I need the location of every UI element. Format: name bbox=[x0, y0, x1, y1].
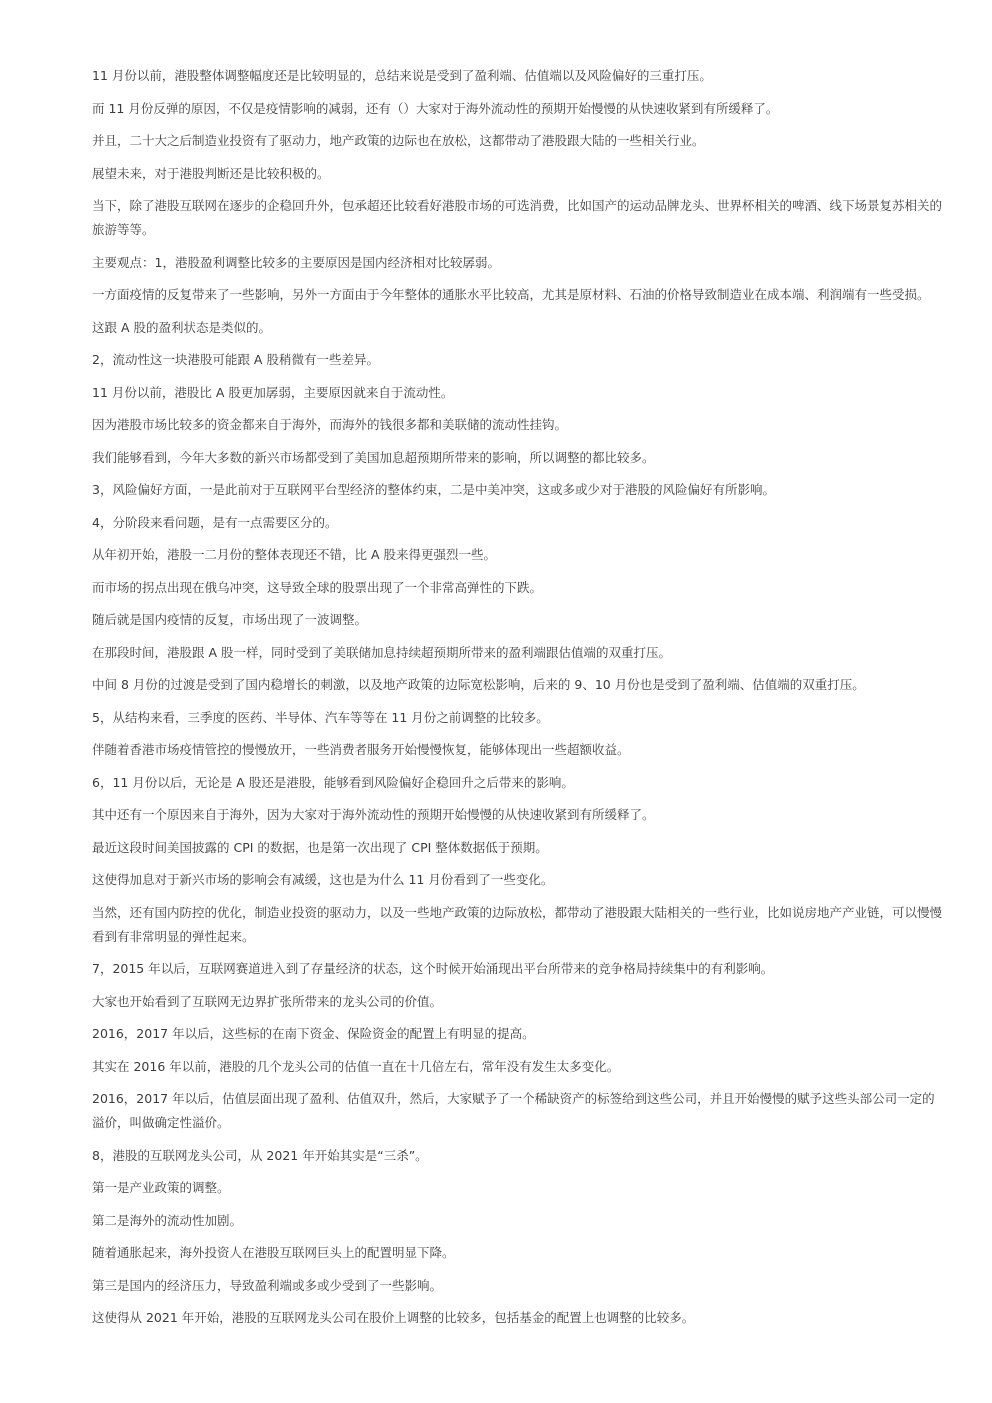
paragraph: 当然，还有国内防控的优化，制造业投资的驱动力，以及一些地产政策的边际放松，都带动了港股跟大陆相关的一些行业，比如说房地产产业链，可以慢慢看到有非常明显的弹性起来。 bbox=[92, 904, 943, 944]
paragraph: 并且，二十大之后制造业投资有了驱动力，地产政策的边际也在放松，这都带动了港股跟大陆的一些相关行业。 bbox=[92, 133, 705, 148]
paragraph: 这使得加息对于新兴市场的影响会有减缓，这也是为什么 11 月份看到了一些变化。 bbox=[92, 872, 554, 887]
paragraph: 2，流动性这一块港股可能跟 A 股稍微有一些差异。 bbox=[92, 352, 379, 367]
paragraph: 我们能够看到，今年大多数的新兴市场都受到了美国加息超预期所带来的影响，所以调整的都比较多。 bbox=[92, 449, 655, 465]
paragraph: 3，风险偏好方面，一是此前对于互联网平台型经济的整体约束，二是中美冲突，这或多或少对于港股的风险偏好有所影响。 bbox=[92, 482, 775, 497]
paragraph: 在那段时间，港股跟 A 股一样，同时受到了美联储加息持续超预期所带来的盈利端跟估值端的双重打压。 bbox=[92, 644, 671, 660]
paragraph: 其实在 2016 年以前，港股的几个龙头公司的估值一直在十几倍左右，常年没有发生太多变化。 bbox=[92, 1058, 620, 1074]
paragraph: 主要观点：1，港股盈利调整比较多的主要原因是国内经济相对比较孱弱。 bbox=[92, 254, 500, 270]
paragraph: 4，分阶段来看问题，是有一点需要区分的。 bbox=[92, 514, 338, 530]
paragraph: 其中还有一个原因来自于海外，因为大家对于海外流动性的预期开始慢慢的从快速收紧到有所缓释了。 bbox=[92, 807, 655, 822]
paragraph: 第一是产业政策的调整。 bbox=[92, 1180, 230, 1195]
paragraph: 随后就是国内疫情的反复，市场出现了一波调整。 bbox=[92, 612, 368, 627]
paragraph: 因为港股市场比较多的资金都来自于海外，而海外的钱很多都和美联储的流动性挂钩。 bbox=[92, 417, 568, 432]
paragraph: 8，港股的互联网龙头公司，从 2021 年开始其实是“三杀”。 bbox=[92, 1147, 428, 1163]
paragraph: 这跟 A 股的盈利状态是类似的。 bbox=[92, 319, 271, 335]
paragraph: 一方面疫情的反复带来了一些影响，另外一方面由于今年整体的通胀水平比较高，尤其是原材料、石油的价格导致制造业在成本端、利润端有一些受损。 bbox=[92, 287, 930, 302]
document-body bbox=[92, 64, 944, 1339]
paragraph: 第三是国内的经济压力，导致盈利端或多或少受到了一些影响。 bbox=[92, 1277, 443, 1293]
paragraph: 当下，除了港股互联网在逐步的企稳回升外，包承超还比较看好港股市场的可选消费，比如国产的运动品牌龙头、世界杯相关的啤酒、线下场景复苏相关的旅游等等。 bbox=[92, 198, 943, 237]
paragraph: 11 月份以前，港股比 A 股更加孱弱，主要原因就来自于流动性。 bbox=[92, 384, 454, 400]
paragraph: 从年初开始，港股一二月份的整体表现还不错，比 A 股来得更强烈一些。 bbox=[92, 547, 496, 562]
paragraph: 随着通胀起来，海外投资人在港股互联网巨头上的配置明显下降。 bbox=[92, 1245, 455, 1260]
paragraph: 2016，2017 年以后，估值层面出现了盈利、估值双升，然后，大家赋予了一个稀缺资产的标签给到这些公司，并且开始慢慢的赋予这些头部公司一定的溢价，叫做确定性溢价。 bbox=[92, 1091, 935, 1130]
paragraph: 6，11 月份以后，无论是 A 股还是港股，能够看到风险偏好企稳回升之后带来的影响。 bbox=[92, 774, 574, 790]
paragraph: 伴随着香港市场疫情管控的慢慢放开，一些消费者服务开始慢慢恢复，能够体现出一些超额收益。 bbox=[92, 742, 630, 757]
paragraph: 展望未来，对于港股判断还是比较积极的。 bbox=[92, 165, 330, 181]
paragraph: 而市场的拐点出现在俄乌冲突，这导致全球的股票出现了一个非常高弹性的下跌。 bbox=[92, 579, 543, 595]
paragraph: 第二是海外的流动性加剧。 bbox=[92, 1212, 243, 1228]
paragraph: 大家也开始看到了互联网无边界扩张所带来的龙头公司的价值。 bbox=[92, 993, 443, 1009]
paragraph: 而 11 月份反弹的原因，不仅是疫情影响的减弱，还有（）大家对于海外流动性的预期开始慢慢的从快速收紧到有所缓释了。 bbox=[92, 100, 779, 116]
paragraph: 2016，2017 年以后，这些标的在南下资金、保险资金的配置上有明显的提高。 bbox=[92, 1026, 535, 1041]
paragraph: 中间 8 月份的过渡是受到了国内稳增长的刺激，以及地产政策的边际宽松影响，后来的 9、10 月份也是受到了盈利端、估值端的双重打压。 bbox=[92, 677, 865, 692]
paragraph: 最近这段时间美国披露的 CPI 的数据，也是第一次出现了 CPI 整体数据低于预期。 bbox=[92, 839, 548, 855]
paragraph: 这使得从 2021 年开始，港股的互联网龙头公司在股价上调整的比较多，包括基金的配置上也调整的比较多。 bbox=[92, 1310, 695, 1325]
paragraph: 5，从结构来看，三季度的医药、半导体、汽车等等在 11 月份之前调整的比较多。 bbox=[92, 709, 549, 725]
paragraph: 11 月份以前，港股整体调整幅度还是比较明显的，总结来说是受到了盈利端、估值端以及风险偏好的三重打压。 bbox=[92, 68, 712, 83]
paragraph: 7，2015 年以后，互联网赛道进入到了存量经济的状态，这个时候开始涌现出平台所带来的竞争格局持续集中的有利影响。 bbox=[92, 961, 774, 976]
